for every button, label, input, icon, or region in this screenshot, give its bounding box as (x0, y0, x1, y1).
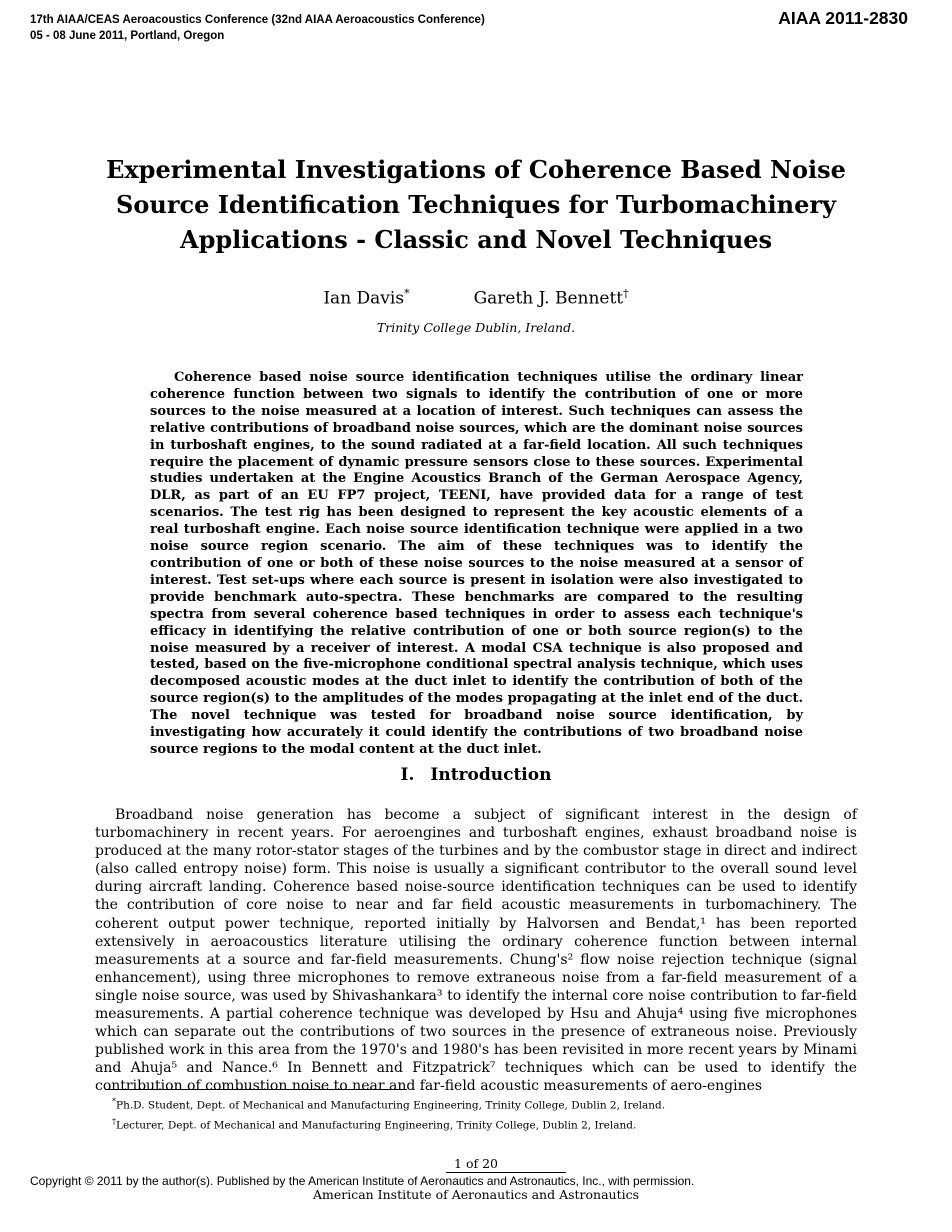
author-1 (323, 287, 409, 309)
author-1-name: Ian Davis (323, 288, 405, 309)
footnote-rule (105, 1089, 407, 1090)
section-number: I. (400, 765, 415, 785)
footnote-2-text: Lecturer, Dept. of Mechanical and Manufacturing Engineering, Trinity College, Dublin 2, Ireland. (116, 1119, 637, 1132)
paper-title: Experimental Investigations of Coherence Based Noise Source Identification Techniques for Turbomachinery Applications - Classic and Novel Techniques (106, 155, 846, 254)
abstract: Coherence based noise source identification techniques utilise the ordinary linear coherence function between two signals to identify the contribution of one or more sources to the noise measured at a location of interest. Such techniques can assess the relative contributions of broadband noise sources, which are the dominant noise sources in turboshaft engines, to the sound radiated at a far-field location. All such techniques require the placement of dynamic pressure sensors close to these sources. Experimental studies undertaken at the Engine Acoustics Branch of the German Aerospace Agency, DLR, as part of an EU FP7 project, TEENI, have provided data for a range of test scenarios. The test rig has been designed to represent the key acoustic elements of a real turboshaft engine. Each noise source identification technique were applied in a two noise source region scenario. The aim of these techniques was to identify the contribution of one or both of these noise sources to the noise measured at a sensor of interest. Test set-ups where each source is present in isolation were also investigated to provide benchmark auto-spectra. These benchmarks are compared to the resulting spectra from several coherence based techniques in order to assess each technique's efficacy in identifying the relative contribution of one or both source region(s) to the noise measured by a receiver of interest. A modal CSA technique is also proposed and tested, based on the five-microphone conditional spectral analysis technique, which uses decomposed acoustic modes at the duct inlet to identify the contribution of both of the source region(s) to the amplitudes of the modes propagating at the inlet end of the duct. The novel technique was tested for broadband noise source identification, by investigating how accurately it could identify the contributions of two broadband noise source regions to the modal content at the duct inlet. (150, 370, 803, 757)
affiliation: Trinity College Dublin, Ireland. (376, 320, 576, 335)
paper-number: AIAA 2011-2830 (778, 8, 908, 28)
page-number: 1 of 20 (454, 1156, 498, 1171)
footnote-1-marker: * (112, 1097, 116, 1106)
author-2 (474, 287, 629, 309)
author-row (0, 287, 952, 309)
introduction-paragraph: Broadband noise generation has become a subject of significant interest in the design of turbomachinery in recent years. For aeroengines and turboshaft engines, exhaust broadband noise is produced at the many rotor-stator stages of the turbines and by the combustor stage in direct and indirect (also called entropy noise) form. This noise is usually a significant contributor to the overall sound level during aircraft landing. Coherence based noise-source identification techniques can be used to identify the contribution of core noise to near and far field acoustic measurements in turbomachinery. The coherent output power technique, reported initially by Halvorsen and Bendat,¹ has been reported extensively in aeroacoustics literature utilising the ordinary coherence function between internal measurements at a source and far-field measurements. Chung's² flow noise rejection technique (signal enhancement), using three microphones to remove extraneous noise from a far-field measurement of a single noise source, was used by Shivashankara³ to identify the internal core noise contribution to far-field measurements. A partial coherence technique was developed by Hsu and Ahuja⁴ using five microphones which can separate out the contributions of two sources in the presence of extraneous noise. Previously published work in this area from the 1970's and 1980's has been revisited in more recent years by Minami and Ahuja⁵ and Nance.⁶ In Bennett and Fitzpatrick⁷ techniques which can be used to identify the contribution of combustion noise to near and far-field acoustic measurements of aero-engines (95, 807, 857, 1095)
section-heading-introduction (0, 765, 952, 785)
footnote-2-marker: † (112, 1117, 116, 1126)
institute-footer: American Institute of Aeronautics and Astronautics (312, 1187, 640, 1202)
footnote-author-2 (105, 1114, 850, 1134)
conference-date-location: 05 - 08 June 2011, Portland, Oregon (30, 30, 225, 43)
conference-name: 17th AIAA/CEAS Aeroacoustics Conference (32nd AIAA Aeroacoustics Conference) (30, 14, 485, 26)
footnote-1-text: Ph.D. Student, Dept. of Mechanical and Manufacturing Engineering, Trinity College, Dublin 2, Ireland. (116, 1099, 666, 1112)
author-2-name: Gareth J. Bennett (473, 288, 624, 309)
conference-header (30, 12, 485, 44)
footer-rule (446, 1172, 566, 1173)
copyright-notice: Copyright © 2011 by the author(s). Published by the American Institute of Aeronautics and Astronautics, Inc., with permission. (30, 1174, 695, 1188)
footnotes (105, 1094, 850, 1134)
author-2-marker: † (623, 287, 629, 300)
section-title: Introduction (430, 765, 552, 785)
author-1-marker: * (404, 287, 410, 300)
footnote-author-1 (105, 1094, 850, 1114)
